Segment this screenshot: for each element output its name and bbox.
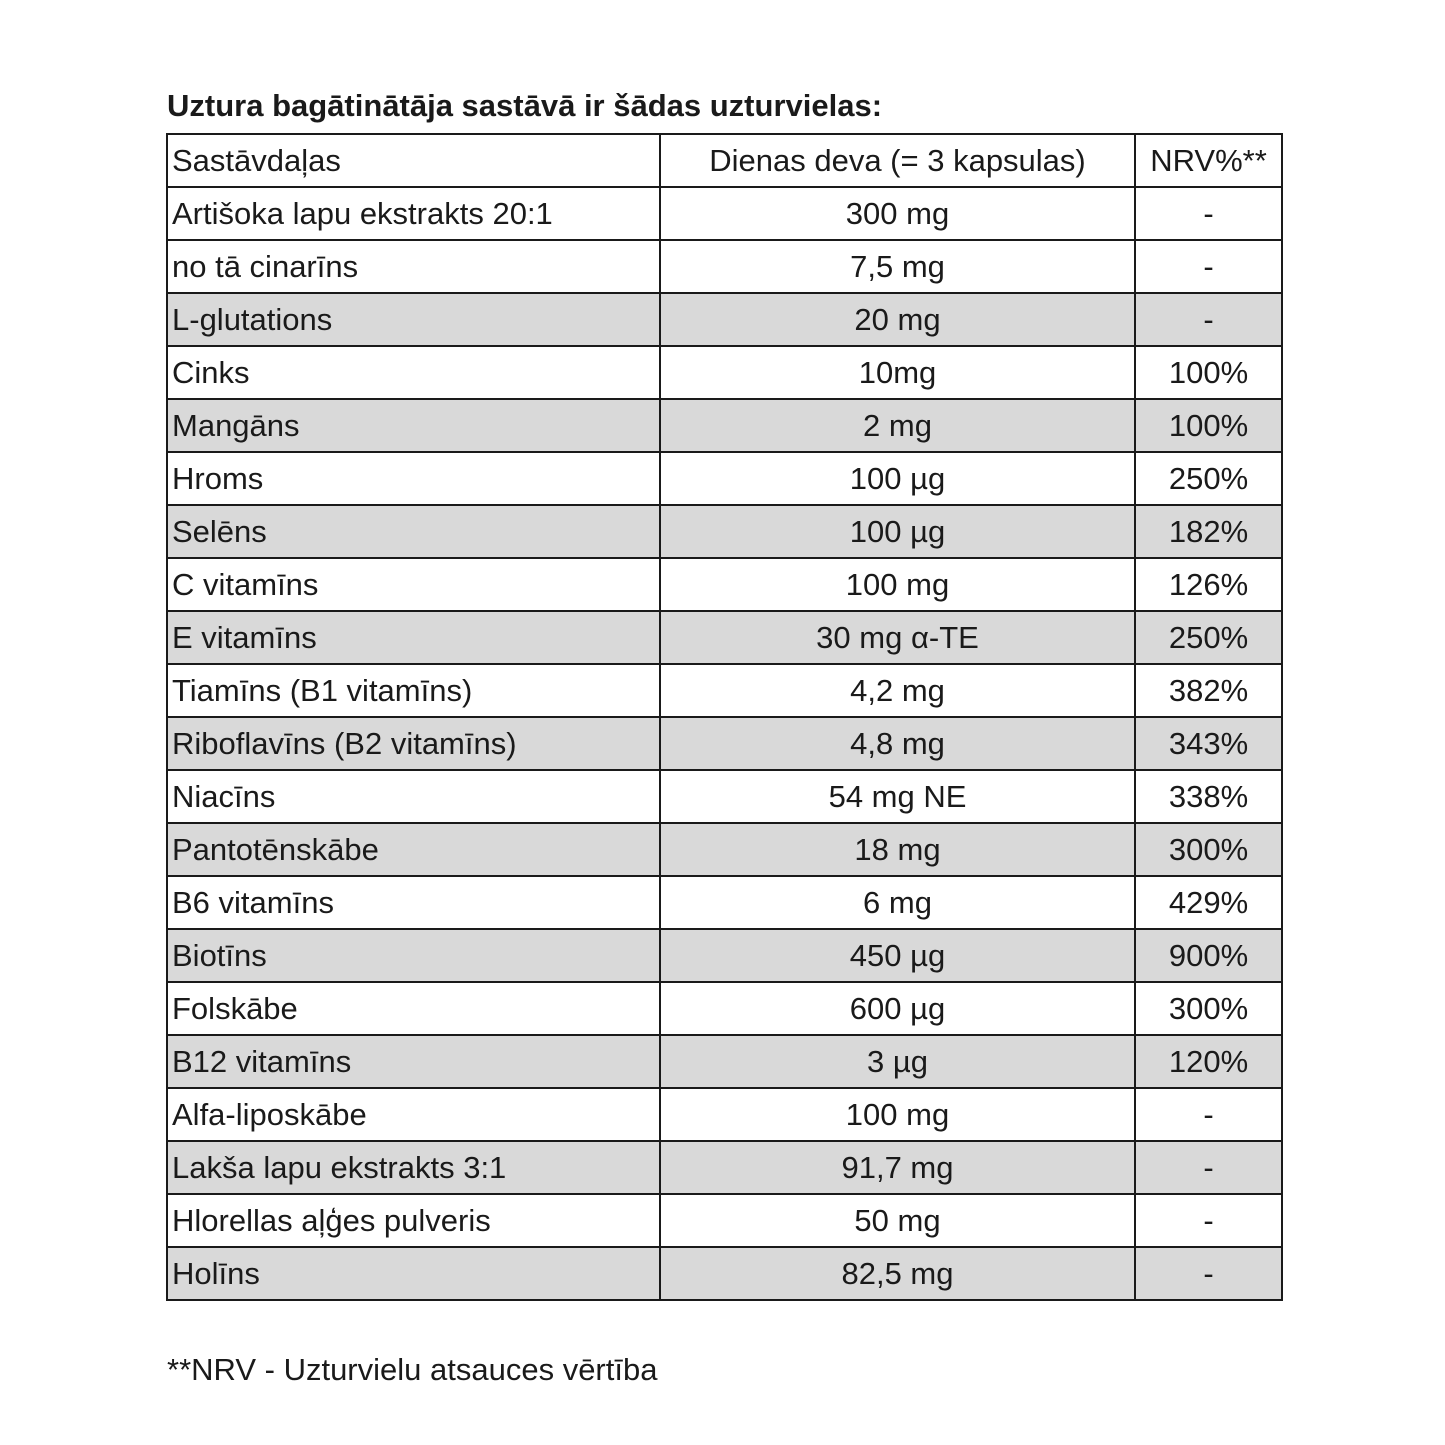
table-row [167, 505, 1282, 558]
header-daily-dose: Dienas deva (= 3 kapsulas) [660, 134, 1135, 187]
table-row [167, 346, 1282, 399]
nrv-cell: 182% [1135, 505, 1282, 558]
nrv-cell: - [1135, 187, 1282, 240]
ingredient-cell: B6 vitamīns [167, 876, 660, 929]
nutrition-table [166, 133, 1283, 1301]
ingredient-cell: Alfa-liposkābe [167, 1088, 660, 1141]
daily-dose-cell: 6 mg [660, 876, 1135, 929]
daily-dose-cell: 50 mg [660, 1194, 1135, 1247]
nrv-cell: - [1135, 240, 1282, 293]
table-row [167, 664, 1282, 717]
nrv-cell: 250% [1135, 452, 1282, 505]
nrv-cell: - [1135, 1247, 1282, 1300]
daily-dose-cell: 100 µg [660, 505, 1135, 558]
daily-dose-cell: 4,2 mg [660, 664, 1135, 717]
ingredient-cell: B12 vitamīns [167, 1035, 660, 1088]
daily-dose-cell: 4,8 mg [660, 717, 1135, 770]
table-header-row [167, 134, 1282, 187]
ingredient-cell: Pantotēnskābe [167, 823, 660, 876]
ingredient-cell: L-glutations [167, 293, 660, 346]
daily-dose-cell: 450 µg [660, 929, 1135, 982]
daily-dose-cell: 18 mg [660, 823, 1135, 876]
ingredient-cell: E vitamīns [167, 611, 660, 664]
daily-dose-cell: 54 mg NE [660, 770, 1135, 823]
nrv-cell: - [1135, 293, 1282, 346]
nrv-cell: 300% [1135, 982, 1282, 1035]
nutrition-table-body [167, 134, 1282, 1300]
table-row [167, 1035, 1282, 1088]
daily-dose-cell: 20 mg [660, 293, 1135, 346]
table-row [167, 1088, 1282, 1141]
nrv-cell: 126% [1135, 558, 1282, 611]
nrv-cell: 338% [1135, 770, 1282, 823]
ingredient-cell: Folskābe [167, 982, 660, 1035]
footnote: **NRV - Uzturvielu atsauces vērtība [167, 1352, 658, 1387]
table-row [167, 240, 1282, 293]
daily-dose-cell: 7,5 mg [660, 240, 1135, 293]
table-row [167, 1141, 1282, 1194]
table-row [167, 929, 1282, 982]
nrv-cell: 382% [1135, 664, 1282, 717]
ingredient-cell: Cinks [167, 346, 660, 399]
table-row [167, 876, 1282, 929]
table-row [167, 611, 1282, 664]
nrv-cell: 300% [1135, 823, 1282, 876]
ingredient-cell: Hroms [167, 452, 660, 505]
ingredient-cell: no tā cinarīns [167, 240, 660, 293]
ingredient-cell: Niacīns [167, 770, 660, 823]
ingredient-cell: Tiamīns (B1 vitamīns) [167, 664, 660, 717]
daily-dose-cell: 100 mg [660, 1088, 1135, 1141]
daily-dose-cell: 100 µg [660, 452, 1135, 505]
daily-dose-cell: 91,7 mg [660, 1141, 1135, 1194]
ingredient-cell: Biotīns [167, 929, 660, 982]
table-row [167, 770, 1282, 823]
header-ingredients: Sastāvdaļas [167, 134, 660, 187]
nrv-cell: 100% [1135, 399, 1282, 452]
table-row [167, 452, 1282, 505]
nrv-cell: 250% [1135, 611, 1282, 664]
daily-dose-cell: 2 mg [660, 399, 1135, 452]
daily-dose-cell: 10mg [660, 346, 1135, 399]
nrv-cell: 429% [1135, 876, 1282, 929]
ingredient-cell: Lakša lapu ekstrakts 3:1 [167, 1141, 660, 1194]
daily-dose-cell: 30 mg α-TE [660, 611, 1135, 664]
daily-dose-cell: 3 µg [660, 1035, 1135, 1088]
ingredient-cell: Selēns [167, 505, 660, 558]
table-row [167, 293, 1282, 346]
ingredient-cell: Holīns [167, 1247, 660, 1300]
nrv-cell: - [1135, 1194, 1282, 1247]
ingredient-cell: C vitamīns [167, 558, 660, 611]
ingredient-cell: Mangāns [167, 399, 660, 452]
daily-dose-cell: 82,5 mg [660, 1247, 1135, 1300]
daily-dose-cell: 600 µg [660, 982, 1135, 1035]
table-row [167, 823, 1282, 876]
nrv-cell: 900% [1135, 929, 1282, 982]
page-title: Uztura bagātinātāja sastāvā ir šādas uzturvielas: [167, 88, 883, 123]
table-row [167, 982, 1282, 1035]
nrv-cell: - [1135, 1141, 1282, 1194]
header-nrv: NRV%** [1135, 134, 1282, 187]
daily-dose-cell: 300 mg [660, 187, 1135, 240]
table-row [167, 1247, 1282, 1300]
table-row [167, 717, 1282, 770]
daily-dose-cell: 100 mg [660, 558, 1135, 611]
ingredient-cell: Artišoka lapu ekstrakts 20:1 [167, 187, 660, 240]
nrv-cell: 100% [1135, 346, 1282, 399]
nrv-cell: 343% [1135, 717, 1282, 770]
table-row [167, 558, 1282, 611]
table-row [167, 1194, 1282, 1247]
table-row [167, 399, 1282, 452]
nrv-cell: - [1135, 1088, 1282, 1141]
table-row [167, 187, 1282, 240]
ingredient-cell: Riboflavīns (B2 vitamīns) [167, 717, 660, 770]
nrv-cell: 120% [1135, 1035, 1282, 1088]
ingredient-cell: Hlorellas aļģes pulveris [167, 1194, 660, 1247]
